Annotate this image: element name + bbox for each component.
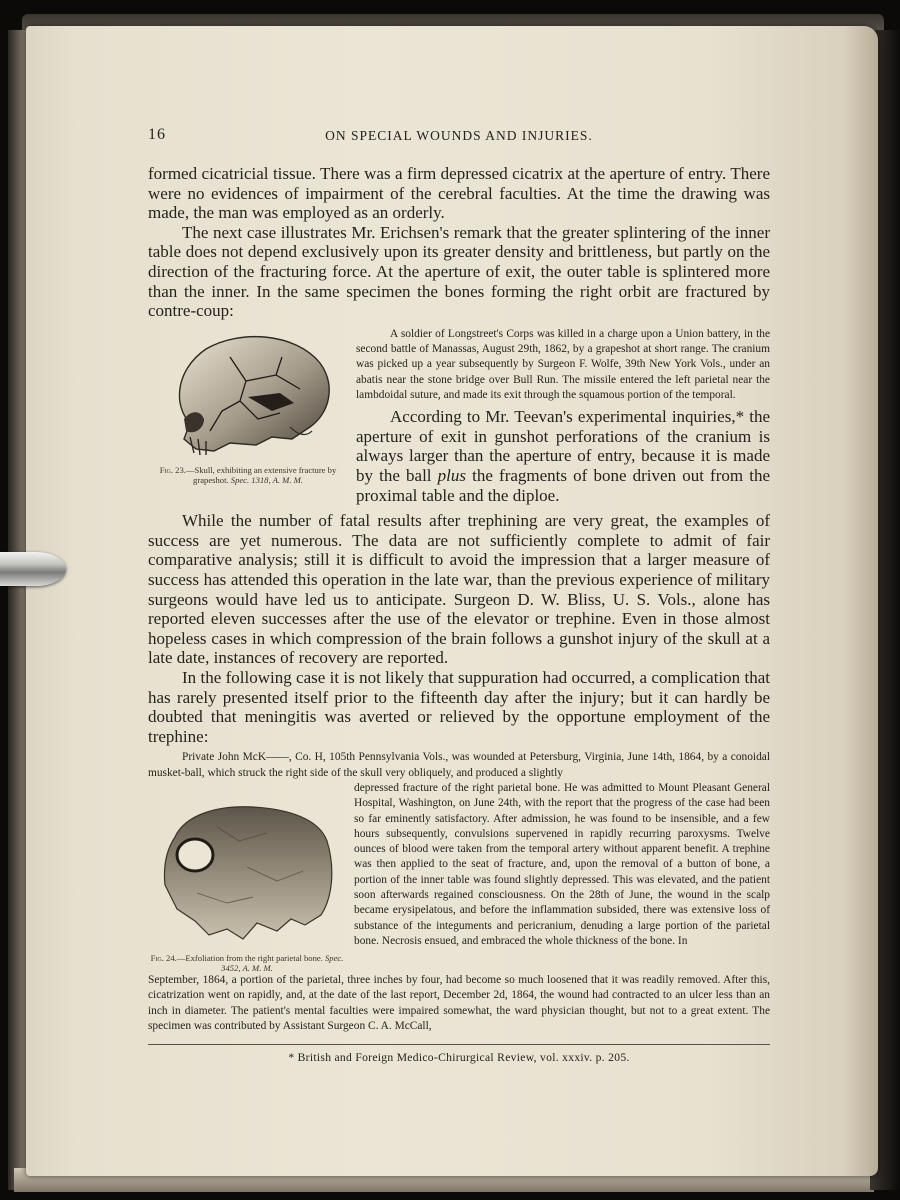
figure-23-text-column [356, 327, 770, 505]
figure-23-caption [148, 465, 348, 485]
figure-23-spec: Spec. 1318, A. M. M. [230, 474, 303, 485]
paragraph-5: In the following case it is not likely that suppuration had occurred, a complication that has rarely presented itself prior to the fifteenth day after the injury; but it can hardly be doubted that meningitis was averted or relieved by the opportune employment of the trephine: [148, 667, 770, 746]
case-2-conclusion: September, 1864, a portion of the parietal, three inches by four, had become so much loosened that it was readily removed. After this, cicatrization went on rapidly, and, at the date of the last report, December 2d, 1864, the wound had contracted to an ulcer less than an inch in diameter. The patient's mental faculties were impaired somewhat, the ward physician thought, but not to a great extent. The specimen was contributed by Assistant Surgeon C. A. McCall, [148, 973, 770, 1032]
paragraph-3-emphasis: plus [437, 466, 467, 486]
figure-24-text-column [354, 781, 770, 973]
figure-24-spec: Spec. 3452, A. M. M. [221, 952, 344, 973]
page-header [148, 126, 770, 150]
paragraph-3-part-b: the fragments of bone driven out from the proximal table and the diploe. [356, 466, 771, 505]
page-content [148, 126, 770, 1064]
footnote: * British and Foreign Medico-Chirurgical Review, vol. xxxiv. p. 205. [288, 1051, 630, 1065]
paragraph-2: The next case illustrates Mr. Erichsen's remark that the greater splintering of the inner table does not depend exclusively upon its greater density and brittleness, but partly on the direction of the fracturing force. At the aperture of exit, the outer table is splintered more than the inner. In the same specimen the bones forming the right orbit are fractured by contre-coup: [148, 222, 770, 321]
case-2-report: depressed fracture of the right parietal bone. He was admitted to Mount Pleasant General Hospital, Washington, on June 24th, with the report that the progress of the case had been so far eminently satisfactory. After admission, he was found to be insensible, and a few hours subsequently, convulsions supervened in rapidly recurring paroxysms. Twelve ounces of blood were taken from the temporal artery without apparent benefit. A trephine was then applied to the seat of fracture, and, upon the removal of a button of bone, a portion of the inner table was found slightly depressed. This was elevated, and the patient soon afterwards regained consciousness. On the 28th of June, the wound in the scalp became erysipelatous, and before the inflammation subsided, there was extensive loss of substance of the integuments and pericranium, denuding a large portion of the parietal bone. Necrosis ensued, and embraced the whole thickness of the bone. In [354, 781, 770, 947]
figure-24-block [148, 781, 770, 973]
case-1-report: A soldier of Longstreet's Corps was killed in a charge upon a Union battery, in the second battle of Manassas, August 29th, 1862, by a grapeshot at short range. The cranium was picked up a year subsequently by Surgeon F. Wolfe, 39th New York Vols., under an abatis near the stone bridge over Bull Run. The missile entered the left parietal near the lambdoidal suture, and made its exit through the squamous portion of the temporal. [356, 327, 770, 401]
metal-bookmark [0, 552, 66, 586]
paragraph-4: While the number of fatal results after trephining are very great, the examples of success are yet numerous. The data are not sufficiently complete to admit of fair comparative analysis; still it is difficult to avoid the impression that a larger measure of success has attended this operation in the late war, than the previous experience of military surgeons would have led us to anticipate. Surgeon D. W. Bliss, U. S. Vols., alone has reported eleven successes after the use of the elevator or trephine. Even in those almost hopeless cases in which compression of the brain follows a gunshot injury of the skull at a late date, instances of recovery are reported. [148, 511, 770, 668]
paragraph-3-part-a: According to Mr. Teevan's experimental inquiries,* the aperture of exit in gunshot perforations of the cranium is always larger than the aperture of entry, because it is made by the ball [356, 407, 770, 486]
figure-23-label: Fig. 23.— [159, 464, 195, 475]
paragraph-3 [356, 407, 770, 505]
bone-fragment-illustration [148, 797, 346, 947]
footnote-rule [148, 1044, 770, 1045]
figure-23-text: Skull, exhibiting an extensive fracture by grapeshot. [193, 464, 337, 485]
figure-24 [148, 781, 354, 973]
figure-24-text: Exfoliation from the right parietal bone. [185, 952, 323, 963]
case-2-intro: Private John McK——, Co. H, 105th Pennsylvania Vols., was wounded at Petersburg, Virginia, June 14th, 1864, by a conoidal musket-ball, which struck the right side of the skull very obliquely, and produced a slightly [148, 751, 770, 779]
page-number: 16 [148, 126, 166, 143]
figure-24-label: Fig. 24.— [150, 952, 186, 963]
paragraph-1: formed cicatricial tissue. There was a firm depressed cicatrix at the aperture of entry. There were no evidences of impairment of the cerebral faculties. At the time the drawing was made, the man was employed as an orderly. [148, 164, 770, 223]
skull-illustration [148, 327, 348, 459]
running-title: ON SPECIAL WOUNDS AND INJURIES. [325, 128, 593, 143]
figure-23 [148, 327, 356, 505]
figure-23-block [148, 327, 770, 505]
figure-24-caption [148, 953, 346, 973]
